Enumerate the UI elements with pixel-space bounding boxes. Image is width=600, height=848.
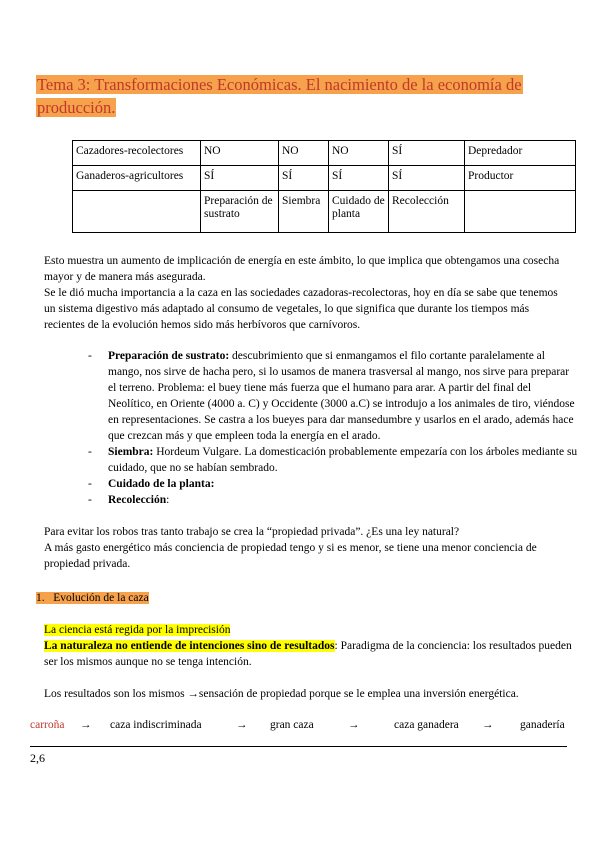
comparison-table	[72, 140, 576, 233]
list-item	[88, 492, 578, 508]
table-cell: SÍ	[389, 166, 465, 191]
section-line-3: Los resultados son los mismos →sensación de propiedad porque se le emplea una inversión energética.	[44, 688, 519, 700]
table-cell: SÍ	[389, 141, 465, 166]
table-cell	[465, 191, 576, 233]
after-paragraph-2: A más gasto energético más conciencia de propiedad tengo y si es menor, se tiene una menor conciencia de propiedad privada.	[44, 542, 537, 570]
flow-step: gran caza	[270, 719, 314, 731]
intro-paragraph-2: Se le dió mucha importancia a la caza en las sociedades cazadoras-recolectoras, hoy en día se sabe que tenemos un sistema digestivo más adaptado al consumo de vegetales, lo que significa que durante los tiempos más recientes de la evolución hemos sido más herbívoros que carnívoros.	[44, 287, 558, 331]
table-row	[73, 166, 576, 191]
section-line-1	[44, 622, 572, 638]
after-paragraph-1: Para evitar los robos tras tanto trabajo se crea la “propiedad privada”. ¿Es una ley natural?	[44, 526, 460, 538]
arrow-icon: →	[236, 719, 248, 731]
list-dash: -	[88, 350, 92, 362]
page-title	[36, 73, 572, 119]
table-cell: Cazadores-recolectores	[73, 141, 201, 166]
table-cell: Depredador	[465, 141, 576, 166]
list-item-text: Hordeum Vulgare. La domesticación probablemente empezaría con los árboles mediante su cuidado, que no se habían sembrado.	[108, 446, 578, 474]
title-line-2: producción.	[37, 98, 116, 117]
list-dash: -	[88, 446, 92, 458]
flow-step: caza ganadera	[394, 719, 459, 731]
section-number: 1.	[36, 592, 45, 604]
table-cell: SÍ	[329, 166, 389, 191]
arrow-icon: →	[80, 719, 92, 731]
section-line-2-rest: : Paradigma de la conciencia: los resultados pueden ser los mismos aunque no se tenga intención.	[44, 640, 572, 668]
table-cell: NO	[329, 141, 389, 166]
footer-number: 2,6	[30, 751, 45, 765]
list-item	[88, 444, 578, 476]
section-heading	[36, 590, 149, 606]
list-dash: -	[88, 478, 92, 490]
highlighted-bold-text: La naturaleza no entiende de intenciones sino de resultados	[44, 640, 335, 652]
intro-paragraph-1: Esto muestra un aumento de implicación de energía en este ámbito, lo que implica que obtengamos una cosecha mayor y de manera más asegurada.	[44, 255, 560, 283]
list-item-term: Siembra:	[108, 446, 154, 458]
table-cell: SÍ	[279, 166, 329, 191]
arrow-icon: →	[348, 719, 360, 731]
list-dash: -	[88, 494, 92, 506]
section-line-2	[44, 638, 572, 670]
table-cell: Recolección	[389, 191, 465, 233]
table-cell: Siembra	[279, 191, 329, 233]
hunting-evolution-flow	[30, 717, 570, 735]
arrow-icon: →	[482, 719, 494, 731]
table-cell: Productor	[465, 166, 576, 191]
list-item-term: Preparación de sustrato:	[108, 350, 230, 362]
table-cell: Preparación de sustrato	[201, 191, 279, 233]
flow-step: carroña	[30, 719, 65, 731]
flow-step: caza indiscriminada	[110, 719, 202, 731]
list-item-text: descubrimiento que si enmangamos el filo cortante paralelamente al mango, nos sirve de hacha pero, si lo usamos de manera trasversal al mango, nos sirve para preparar el terreno. Problema: el buey tiene más fuerza que el humano para arar. A partir del final del Neolítico, en Oriente (4000 a. C) y Occidente (3000 a.C) se introdujo a los animales de tiro, viéndose en representaciones. Se castra a los bueyes para dar mansedumbre y usarlos en el arado, además hace que crezcan más y que empleen toda la energía en el arado.	[108, 350, 575, 442]
list-item-term: Cuidado de la planta:	[108, 478, 215, 490]
section-title: Evolución de la caza	[53, 592, 149, 604]
list-item	[88, 348, 578, 444]
table-cell	[73, 191, 201, 233]
highlighted-text: La ciencia está regida por la imprecisión	[44, 624, 231, 636]
table-cell: Ganaderos-agricultores	[73, 166, 201, 191]
table-cell: Cuidado de planta	[329, 191, 389, 233]
table-cell: NO	[201, 141, 279, 166]
list-item	[88, 476, 578, 492]
process-list	[88, 348, 578, 508]
table-cell: NO	[279, 141, 329, 166]
table-row	[73, 141, 576, 166]
table-row	[73, 191, 576, 233]
list-item-text: :	[166, 494, 170, 506]
table-cell: SÍ	[201, 166, 279, 191]
list-item-term: Recolección	[108, 494, 167, 506]
footer-divider	[30, 746, 567, 747]
title-line-1: Tema 3: Transformaciones Económicas. El nacimiento de la economía de	[37, 75, 522, 94]
section-heading-highlight	[36, 592, 149, 604]
flow-step: ganadería	[520, 719, 565, 731]
